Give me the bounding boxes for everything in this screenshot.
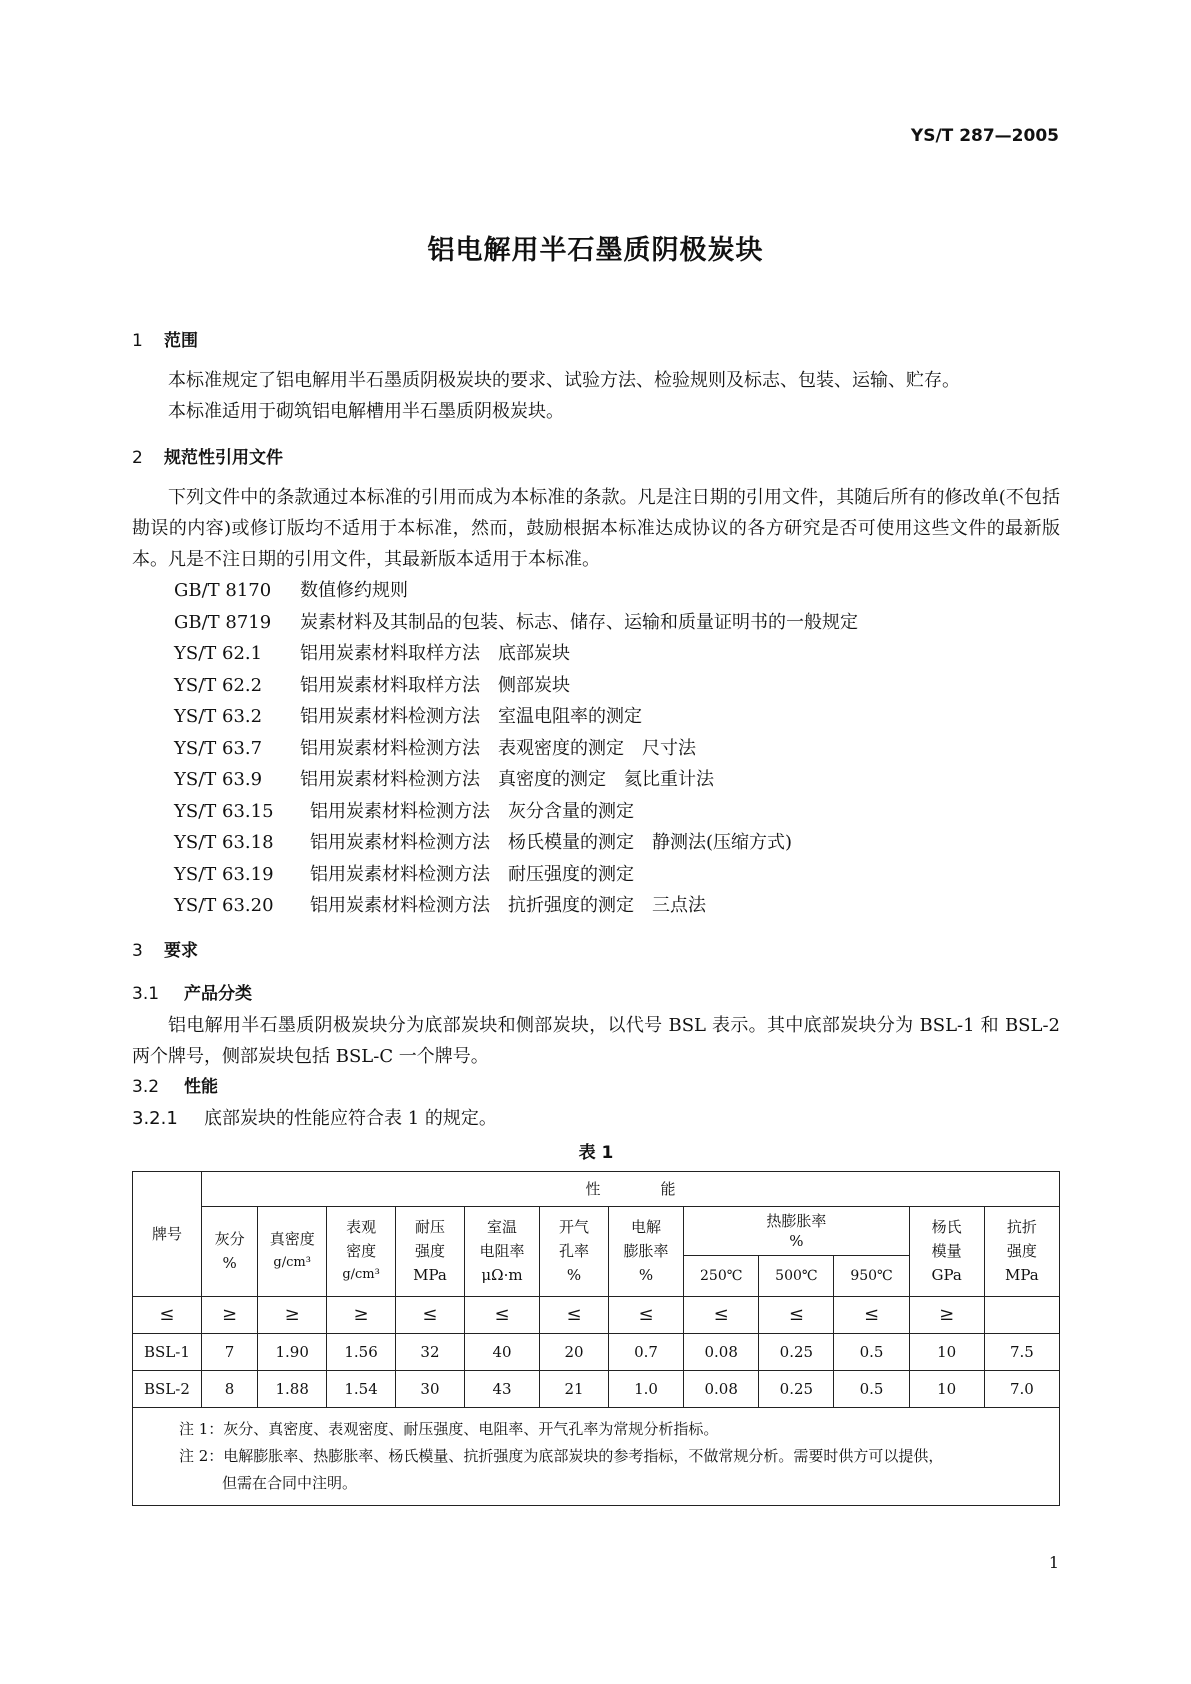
limit-cell: ≤	[608, 1296, 683, 1333]
reference-item	[132, 701, 1060, 733]
reference-title: 铝用炭素材料检测方法 耐压强度的测定	[310, 863, 634, 885]
section-2-heading	[132, 443, 1060, 468]
reference-item	[132, 890, 1060, 922]
limit-cell: ≥	[327, 1296, 396, 1333]
reference-code: YS/T 63.15	[174, 800, 274, 822]
reference-code: YS/T 63.20	[174, 895, 274, 916]
value-cell: 0.08	[684, 1333, 759, 1370]
reference-item	[132, 670, 1060, 702]
reference-code: GB/T 8170	[174, 580, 272, 601]
document-body	[132, 326, 1060, 1506]
reference-title: 铝用炭素材料检测方法 表观密度的测定 尺寸法	[300, 737, 696, 759]
section-title: 规范性引用文件	[164, 448, 283, 468]
limit-cell: ≥	[258, 1296, 327, 1333]
section-number: 1	[132, 331, 143, 351]
limit-cell: ≥	[201, 1296, 257, 1333]
limit-cell: ≤	[133, 1296, 202, 1333]
value-cell: 7.5	[984, 1333, 1059, 1370]
col-resistivity: 室温 电阻率 μΩ·m	[464, 1206, 539, 1296]
reference-code: GB/T 8719	[174, 611, 272, 633]
col-flexural-strength: 抗折 强度 MPa	[984, 1206, 1059, 1296]
subsection-3-2-heading	[132, 1072, 1060, 1103]
value-cell: 0.25	[759, 1370, 834, 1407]
col-thermal-950: 950℃	[834, 1255, 909, 1296]
reference-item	[132, 638, 1060, 670]
section-title: 要求	[164, 940, 198, 961]
table-note-2: 注 2：电解膨胀率、热膨胀率、杨氏模量、抗折强度为底部炭块的参考指标，不做常规分析。需要时供方可以提供，	[179, 1446, 944, 1465]
value-cell: 7	[201, 1333, 257, 1370]
standard-code: YS/T 287—2005	[910, 126, 1059, 146]
properties-table	[132, 1171, 1060, 1506]
value-cell: 0.25	[759, 1333, 834, 1370]
reference-item	[132, 827, 1060, 859]
value-cell: 20	[540, 1333, 609, 1370]
clause-number: 3.2.1	[132, 1107, 178, 1129]
reference-item	[132, 796, 1060, 828]
value-cell: 0.7	[608, 1333, 683, 1370]
limit-cell: ≤	[464, 1296, 539, 1333]
clause-3-2-1	[132, 1103, 1060, 1134]
document-title: 铝电解用半石墨质阴极炭块	[427, 235, 764, 266]
reference-list	[132, 575, 1060, 922]
table-row	[133, 1333, 1060, 1370]
reference-title: 铝用炭素材料检测方法 杨氏模量的测定 静测法(压缩方式)	[310, 832, 793, 853]
table-note-2-continuation: 但需在合同中注明。	[222, 1473, 358, 1492]
reference-item	[132, 764, 1060, 796]
grade-header: 牌号	[133, 1171, 202, 1296]
reference-code: YS/T 63.2	[174, 706, 263, 727]
col-apparent-density: 表观 密度 g/cm³	[327, 1206, 396, 1296]
col-thermal-500: 500℃	[759, 1255, 834, 1296]
section-3-heading	[132, 936, 1060, 961]
value-cell: 40	[464, 1333, 539, 1370]
reference-code: YS/T 63.19	[174, 863, 274, 885]
grade-cell: BSL-2	[133, 1370, 202, 1407]
reference-code: YS/T 63.18	[174, 832, 274, 853]
value-cell: 0.08	[684, 1370, 759, 1407]
subsection-number: 3.1	[132, 983, 160, 1004]
value-cell: 8	[201, 1370, 257, 1407]
value-cell: 1.54	[327, 1370, 396, 1407]
reference-title: 铝用炭素材料检测方法 室温电阻率的测定	[300, 706, 642, 727]
section-1-heading	[132, 326, 1060, 351]
col-compressive-strength: 耐压 强度 MPa	[396, 1206, 465, 1296]
reference-item	[132, 733, 1060, 765]
paragraph: 本标准规定了铝电解用半石墨质阴极炭块的要求、试验方法、检验规则及标志、包装、运输、贮存。	[168, 370, 960, 391]
value-cell: 30	[396, 1370, 465, 1407]
paragraph: 本标准适用于砌筑铝电解槽用半石墨质阴极炭块。	[168, 401, 564, 422]
performance-header: 性 能	[201, 1171, 1059, 1206]
col-open-porosity: 开气 孔率 %	[540, 1206, 609, 1296]
reference-title: 炭素材料及其制品的包装、标志、储存、运输和质量证明书的一般规定	[300, 611, 858, 633]
page-number: 1	[1048, 1553, 1059, 1572]
section-number: 3	[132, 940, 143, 961]
reference-title: 铝用炭素材料取样方法 底部炭块	[300, 643, 570, 664]
table-row	[133, 1370, 1060, 1407]
reference-code: YS/T 62.1	[174, 643, 263, 664]
limit-cell: ≤	[759, 1296, 834, 1333]
paragraph: 铝电解用半石墨质阴极炭块分为底部炭块和侧部炭块，以代号 BSL 表示。其中底部炭块分为 BSL-1 和 BSL-2 两个牌号，侧部炭块包括 BSL-C 一个牌号。	[132, 1014, 1060, 1067]
grade-cell: BSL-1	[133, 1333, 202, 1370]
reference-item	[132, 859, 1060, 891]
col-youngs-modulus: 杨氏 模量 GPa	[909, 1206, 984, 1296]
limit-cell: ≤	[396, 1296, 465, 1333]
reference-code: YS/T 63.9	[174, 769, 263, 790]
clause-text: 底部炭块的性能应符合表 1 的规定。	[204, 1107, 497, 1129]
subsection-title: 性能	[184, 1076, 218, 1097]
col-electrolytic-expansion: 电解 膨胀率 %	[608, 1206, 683, 1296]
subsection-number: 3.2	[132, 1076, 160, 1097]
value-cell: 1.90	[258, 1333, 327, 1370]
value-cell: 43	[464, 1370, 539, 1407]
limit-cell: ≥	[909, 1296, 984, 1333]
value-cell: 21	[540, 1370, 609, 1407]
value-cell: 1.56	[327, 1333, 396, 1370]
value-cell: 10	[909, 1333, 984, 1370]
limit-cell: ≤	[684, 1296, 759, 1333]
reference-title: 铝用炭素材料检测方法 灰分含量的测定	[310, 800, 634, 822]
reference-item	[132, 575, 1060, 607]
value-cell: 1.0	[608, 1370, 683, 1407]
section-number: 2	[132, 448, 143, 468]
table-caption: 表 1	[578, 1142, 614, 1163]
reference-title: 数值修约规则	[300, 580, 408, 601]
limit-row	[133, 1296, 1060, 1333]
reference-title: 铝用炭素材料检测方法 真密度的测定 氦比重计法	[300, 769, 714, 790]
reference-title: 铝用炭素材料检测方法 抗折强度的测定 三点法	[310, 895, 706, 916]
value-cell: 1.88	[258, 1370, 327, 1407]
limit-cell: ≤	[834, 1296, 909, 1333]
table-note-1: 注 1：灰分、真密度、表观密度、耐压强度、电阻率、开气孔率为常规分析指标。	[179, 1419, 719, 1438]
col-thermal-expansion: 热膨胀率 %	[684, 1206, 909, 1255]
reference-code: YS/T 63.7	[174, 737, 263, 759]
table-notes	[133, 1407, 1060, 1505]
subsection-3-1-heading	[132, 979, 1060, 1010]
value-cell: 0.5	[834, 1370, 909, 1407]
value-cell: 0.5	[834, 1333, 909, 1370]
section-title: 范围	[164, 331, 198, 351]
paragraph: 下列文件中的条款通过本标准的引用而成为本标准的条款。凡是注日期的引用文件，其随后所有的修改单(不包括勘误的内容)或修订版均不适用于本标准，然而，鼓励根据本标准达成协议的各方研究是否可使用这些文件的最新版本。凡是不注日期的引用文件，其最新版本适用于本标准。	[132, 487, 1060, 570]
value-cell: 7.0	[984, 1370, 1059, 1407]
reference-item	[132, 607, 1060, 639]
col-true-density: 真密度 g/cm³	[258, 1206, 327, 1296]
limit-cell: ≤	[540, 1296, 609, 1333]
value-cell: 32	[396, 1333, 465, 1370]
subsection-title: 产品分类	[184, 983, 252, 1004]
reference-title: 铝用炭素材料取样方法 侧部炭块	[300, 674, 570, 696]
col-thermal-250: 250℃	[684, 1255, 759, 1296]
reference-code: YS/T 62.2	[174, 674, 263, 696]
col-ash: 灰分 %	[201, 1206, 257, 1296]
value-cell: 10	[909, 1370, 984, 1407]
